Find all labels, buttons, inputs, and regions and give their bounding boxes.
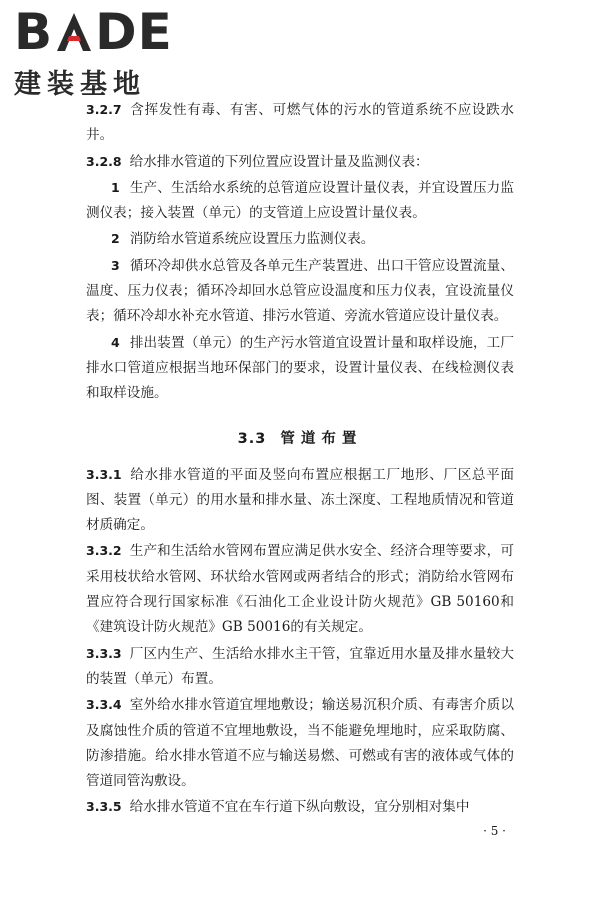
section-title: 管道布置 <box>280 430 363 447</box>
clause-item: 3 循环冷却供水总管及各单元生产装置进、出口干管应设置流量、温度、压力仪表；循环冷却回水总管应设温度和压力仪表，宜设流量仪表；循环冷却水补充水管道、排污水管道、旁流水管道应设计量仪表。 <box>86 257 514 325</box>
clause-item: 4 排出装置（单元）的生产污水管道宜设置计量和取样设施，工厂排水口管道应根据当地环保部门的要求，设置计量仪表、在线检测仪表和取样设施。 <box>86 334 514 402</box>
logo <box>14 3 174 101</box>
logo-subtitle: 建装基地 <box>14 69 146 100</box>
clause-3-2-7 <box>86 97 514 149</box>
clause-3-3-3: 3.3.3 厂区内生产、生活给水排水主干管，宜靠近用水量及排水量较大的装置（单元）布置。 <box>86 645 514 687</box>
clause-3-2-8 <box>86 149 514 175</box>
clause-item: 2 消防给水管道系统应设置压力监测仪表。 <box>111 231 375 248</box>
clause-3-3-1: 3.3.1 给水排水管道的平面及竖向布置应根据工厂地形、厂区总平面图、装置（单元）的用水量和排水量、冻土深度、工程地质情况和管道材质确定。 <box>86 466 514 534</box>
clause-text: 含挥发性有毒、有害、可燃气体的污水的管道系统不应设跌水井。 <box>86 102 514 144</box>
section-number: 3.3 <box>237 430 267 447</box>
clause-item: 1 生产、生活给水系统的总管道应设置计量仪表，并宜设置压力监测仪表；接入装置（单元）的支管道上应设置计量仪表。 <box>86 179 514 222</box>
logo-letter-b: B <box>14 3 54 61</box>
clause-number: 3.2.8 <box>86 153 122 169</box>
logo-letters-de: DE <box>95 3 173 61</box>
clause-number: 3.2.7 <box>86 102 122 117</box>
page-number: · 5 · <box>483 824 506 838</box>
logo-a-mark <box>55 11 93 53</box>
document-body <box>86 97 514 821</box>
clause-text: 给水排水管道的下列位置应设置计量及监测仪表： <box>129 153 429 170</box>
clause-3-3-4: 3.3.4 室外给水排水管道宜埋地敷设；输送易沉积介质、有毒害介质以及腐蚀性介质的管道不宜埋地敷设，当不能避免埋地时，应采取防腐、防渗措施。给水排水管道不应与输送易燃、可燃或有害的液体或气体的管道同管沟敷设。 <box>86 697 514 790</box>
logo-wordmark <box>14 3 174 61</box>
section-heading <box>86 427 514 448</box>
clause-3-3-2: 3.3.2 生产和生活给水管网布置应满足供水安全、经济合理等要求，可采用枝状给水管网、环状给水管网或两者结合的形式；消防给水管网布置应符合现行国家标准《石油化工企业设计防火规范》GB 50160和《建筑设计防火规范》GB 50016的有关规定。 <box>86 543 514 636</box>
clause-3-3-5: 3.3.5 给水排水管道不宜在车行道下纵向敷设，宜分别相对集中 <box>86 799 470 816</box>
